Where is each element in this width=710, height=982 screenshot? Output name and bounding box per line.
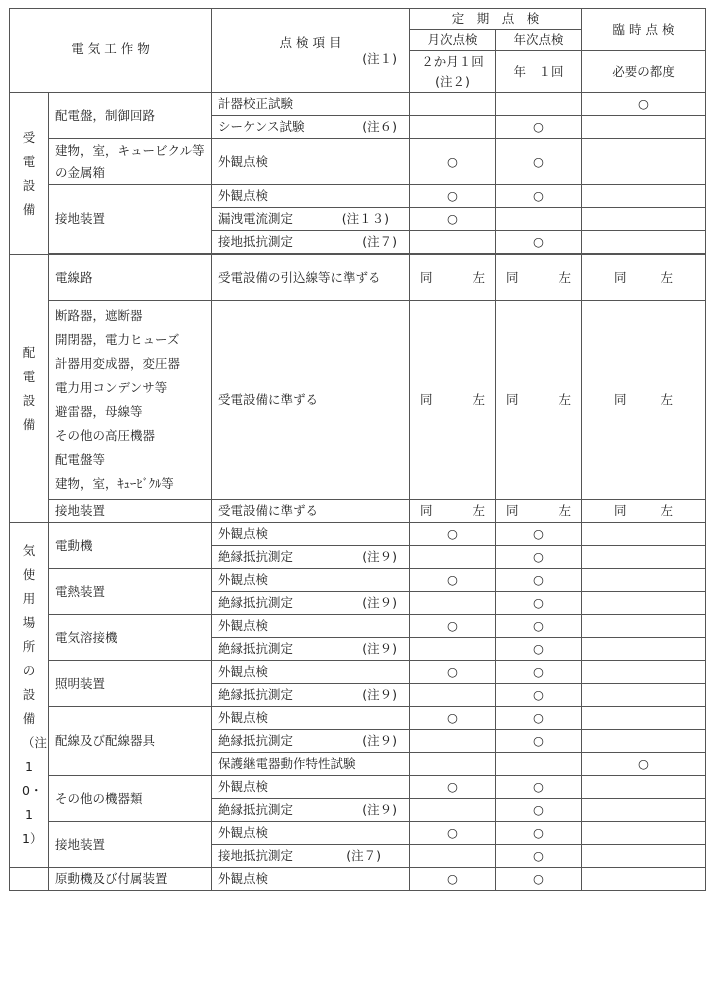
category-usage-site: 気使用場所の設備（注10・11） [10, 523, 49, 868]
cell-annual [496, 753, 582, 776]
circle-mark: ○ [496, 661, 582, 684]
item-ground-resistance: 接地抵抗測定 (注７) [212, 231, 410, 254]
circle-mark: ○ [496, 116, 582, 139]
equipment-lighting: 照明装置 [49, 661, 212, 707]
circle-mark: ○ [496, 684, 582, 707]
circle-mark: ○ [496, 799, 582, 822]
category-distribution: 配電設備 [10, 255, 49, 523]
item-ground-resistance: 接地抵抗測定 (注７) [212, 845, 410, 868]
header-temporary: 臨 時 点 検 [582, 9, 706, 51]
cell-monthly [410, 845, 496, 868]
circle-mark: ○ [582, 753, 706, 776]
item-visual-inspection: 外観点検 [212, 822, 410, 845]
cell-monthly [410, 546, 496, 569]
cell-temporary [582, 592, 706, 615]
item-leakage-current: 漏洩電流測定 (注１３) [212, 208, 410, 231]
header-monthly-frequency: ２か月１回 (注２) [410, 51, 496, 93]
item-visual-inspection: 外観点検 [212, 707, 410, 730]
cell-same-as-left: 同 左 [582, 500, 706, 523]
equipment-grounding: 接地装置 [49, 185, 212, 254]
category-receiving: 受電設備 [10, 93, 49, 255]
item-visual-inspection: 外観点検 [212, 523, 410, 546]
cell-same-as-left: 同 左 [410, 255, 496, 301]
equipment-switchboard: 配電盤，制御回路 [49, 93, 212, 139]
equipment-high-voltage-list: 断路器，遮断器 開閉器，電力ヒューズ 計器用変成器，変圧器 電力用コンデンサ等 避雷器，母線等 その他の高圧機器 配電盤等 建物，室，ｷｭｰﾋﾞｸﾙ等 [49, 301, 212, 500]
header-annual: 年次点検 [496, 30, 582, 51]
item-insulation-resistance: 絶縁抵抗測定 (注９) [212, 799, 410, 822]
cell-monthly [410, 799, 496, 822]
item-meter-calibration: 計器校正試験 [212, 93, 410, 116]
item-per-service-entrance: 受電設備の引込線等に準ずる [212, 255, 410, 301]
cell-temporary [582, 799, 706, 822]
header-inspection-item: 点 検 項 目 (注１) [212, 9, 410, 93]
cell-temporary [582, 707, 706, 730]
cell-same-as-left: 同 左 [496, 500, 582, 523]
cell-temporary [582, 615, 706, 638]
cell-monthly [410, 93, 496, 116]
cell-temporary [582, 523, 706, 546]
cell-same-as-left: 同 左 [582, 301, 706, 500]
circle-mark: ○ [410, 661, 496, 684]
header-temporary-frequency: 必要の都度 [582, 51, 706, 93]
item-insulation-resistance: 絶縁抵抗測定 (注９) [212, 638, 410, 661]
header-equipment: 電 気 工 作 物 [10, 9, 212, 93]
item-visual-inspection: 外観点検 [212, 776, 410, 799]
circle-mark: ○ [496, 592, 582, 615]
cell-same-as-left: 同 左 [496, 255, 582, 301]
circle-mark: ○ [496, 638, 582, 661]
inspection-schedule-table [9, 8, 706, 891]
circle-mark: ○ [410, 569, 496, 592]
equipment-wiring-devices: 配線及び配線器具 [49, 707, 212, 776]
cell-temporary [582, 638, 706, 661]
circle-mark: ○ [496, 822, 582, 845]
equipment-grounding: 接地装置 [49, 500, 212, 523]
cell-temporary [582, 684, 706, 707]
circle-mark: ○ [410, 185, 496, 208]
circle-mark: ○ [496, 730, 582, 753]
item-insulation-resistance: 絶縁抵抗測定 (注９) [212, 684, 410, 707]
circle-mark: ○ [496, 546, 582, 569]
circle-mark: ○ [410, 139, 496, 185]
cell-temporary [582, 208, 706, 231]
header-monthly: 月次点検 [410, 30, 496, 51]
circle-mark: ○ [410, 868, 496, 891]
header-periodic: 定 期 点 検 [410, 9, 582, 30]
cell-monthly [410, 116, 496, 139]
cell-temporary [582, 231, 706, 254]
cell-temporary [582, 868, 706, 891]
circle-mark: ○ [410, 776, 496, 799]
circle-mark: ○ [496, 868, 582, 891]
cell-same-as-left: 同 左 [496, 301, 582, 500]
circle-mark: ○ [496, 615, 582, 638]
item-insulation-resistance: 絶縁抵抗測定 (注９) [212, 546, 410, 569]
item-visual-inspection: 外観点検 [212, 185, 410, 208]
cell-same-as-left: 同 左 [410, 301, 496, 500]
cell-monthly [410, 231, 496, 254]
equipment-other-devices: その他の機器類 [49, 776, 212, 822]
circle-mark: ○ [410, 822, 496, 845]
circle-mark: ○ [496, 707, 582, 730]
item-visual-inspection: 外観点検 [212, 569, 410, 592]
item-per-receiving: 受電設備に準ずる [212, 500, 410, 523]
item-visual-inspection: 外観点検 [212, 615, 410, 638]
category-blank [10, 868, 49, 891]
cell-same-as-left: 同 左 [582, 255, 706, 301]
circle-mark: ○ [496, 569, 582, 592]
cell-monthly [410, 592, 496, 615]
equipment-building-metal-box: 建物，室，キュービクル等の金属箱 [49, 139, 212, 185]
cell-annual [496, 93, 582, 116]
item-insulation-resistance: 絶縁抵抗測定 (注９) [212, 730, 410, 753]
circle-mark: ○ [582, 93, 706, 116]
circle-mark: ○ [496, 231, 582, 254]
item-visual-inspection: 外観点検 [212, 139, 410, 185]
cell-temporary [582, 185, 706, 208]
circle-mark: ○ [410, 615, 496, 638]
circle-mark: ○ [496, 845, 582, 868]
item-relay-test: 保護継電器動作特性試験 [212, 753, 410, 776]
cell-temporary [582, 776, 706, 799]
cell-temporary [582, 822, 706, 845]
circle-mark: ○ [496, 523, 582, 546]
equipment-heating: 電熱装置 [49, 569, 212, 615]
cell-temporary [582, 845, 706, 868]
equipment-motor: 電動機 [49, 523, 212, 569]
cell-monthly [410, 638, 496, 661]
item-visual-inspection: 外観点検 [212, 868, 410, 891]
item-insulation-resistance: 絶縁抵抗測定 (注９) [212, 592, 410, 615]
cell-monthly [410, 684, 496, 707]
item-per-receiving: 受電設備に準ずる [212, 301, 410, 500]
cell-temporary [582, 546, 706, 569]
cell-temporary [582, 116, 706, 139]
cell-temporary [582, 661, 706, 684]
circle-mark: ○ [410, 523, 496, 546]
cell-annual [496, 208, 582, 231]
circle-mark: ○ [496, 776, 582, 799]
item-visual-inspection: 外観点検 [212, 661, 410, 684]
cell-same-as-left: 同 左 [410, 500, 496, 523]
circle-mark: ○ [496, 139, 582, 185]
circle-mark: ○ [410, 707, 496, 730]
equipment-prime-mover: 原動機及び付属装置 [49, 868, 212, 891]
cell-temporary [582, 730, 706, 753]
cell-temporary [582, 139, 706, 185]
circle-mark: ○ [410, 208, 496, 231]
circle-mark: ○ [496, 185, 582, 208]
cell-monthly [410, 730, 496, 753]
cell-monthly [410, 753, 496, 776]
cell-temporary [582, 569, 706, 592]
header-annual-frequency: 年 １回 [496, 51, 582, 93]
equipment-wiring-line: 電線路 [49, 255, 212, 301]
equipment-grounding: 接地装置 [49, 822, 212, 868]
equipment-welder: 電気溶接機 [49, 615, 212, 661]
item-sequence-test: シーケンス試験 (注６) [212, 116, 410, 139]
